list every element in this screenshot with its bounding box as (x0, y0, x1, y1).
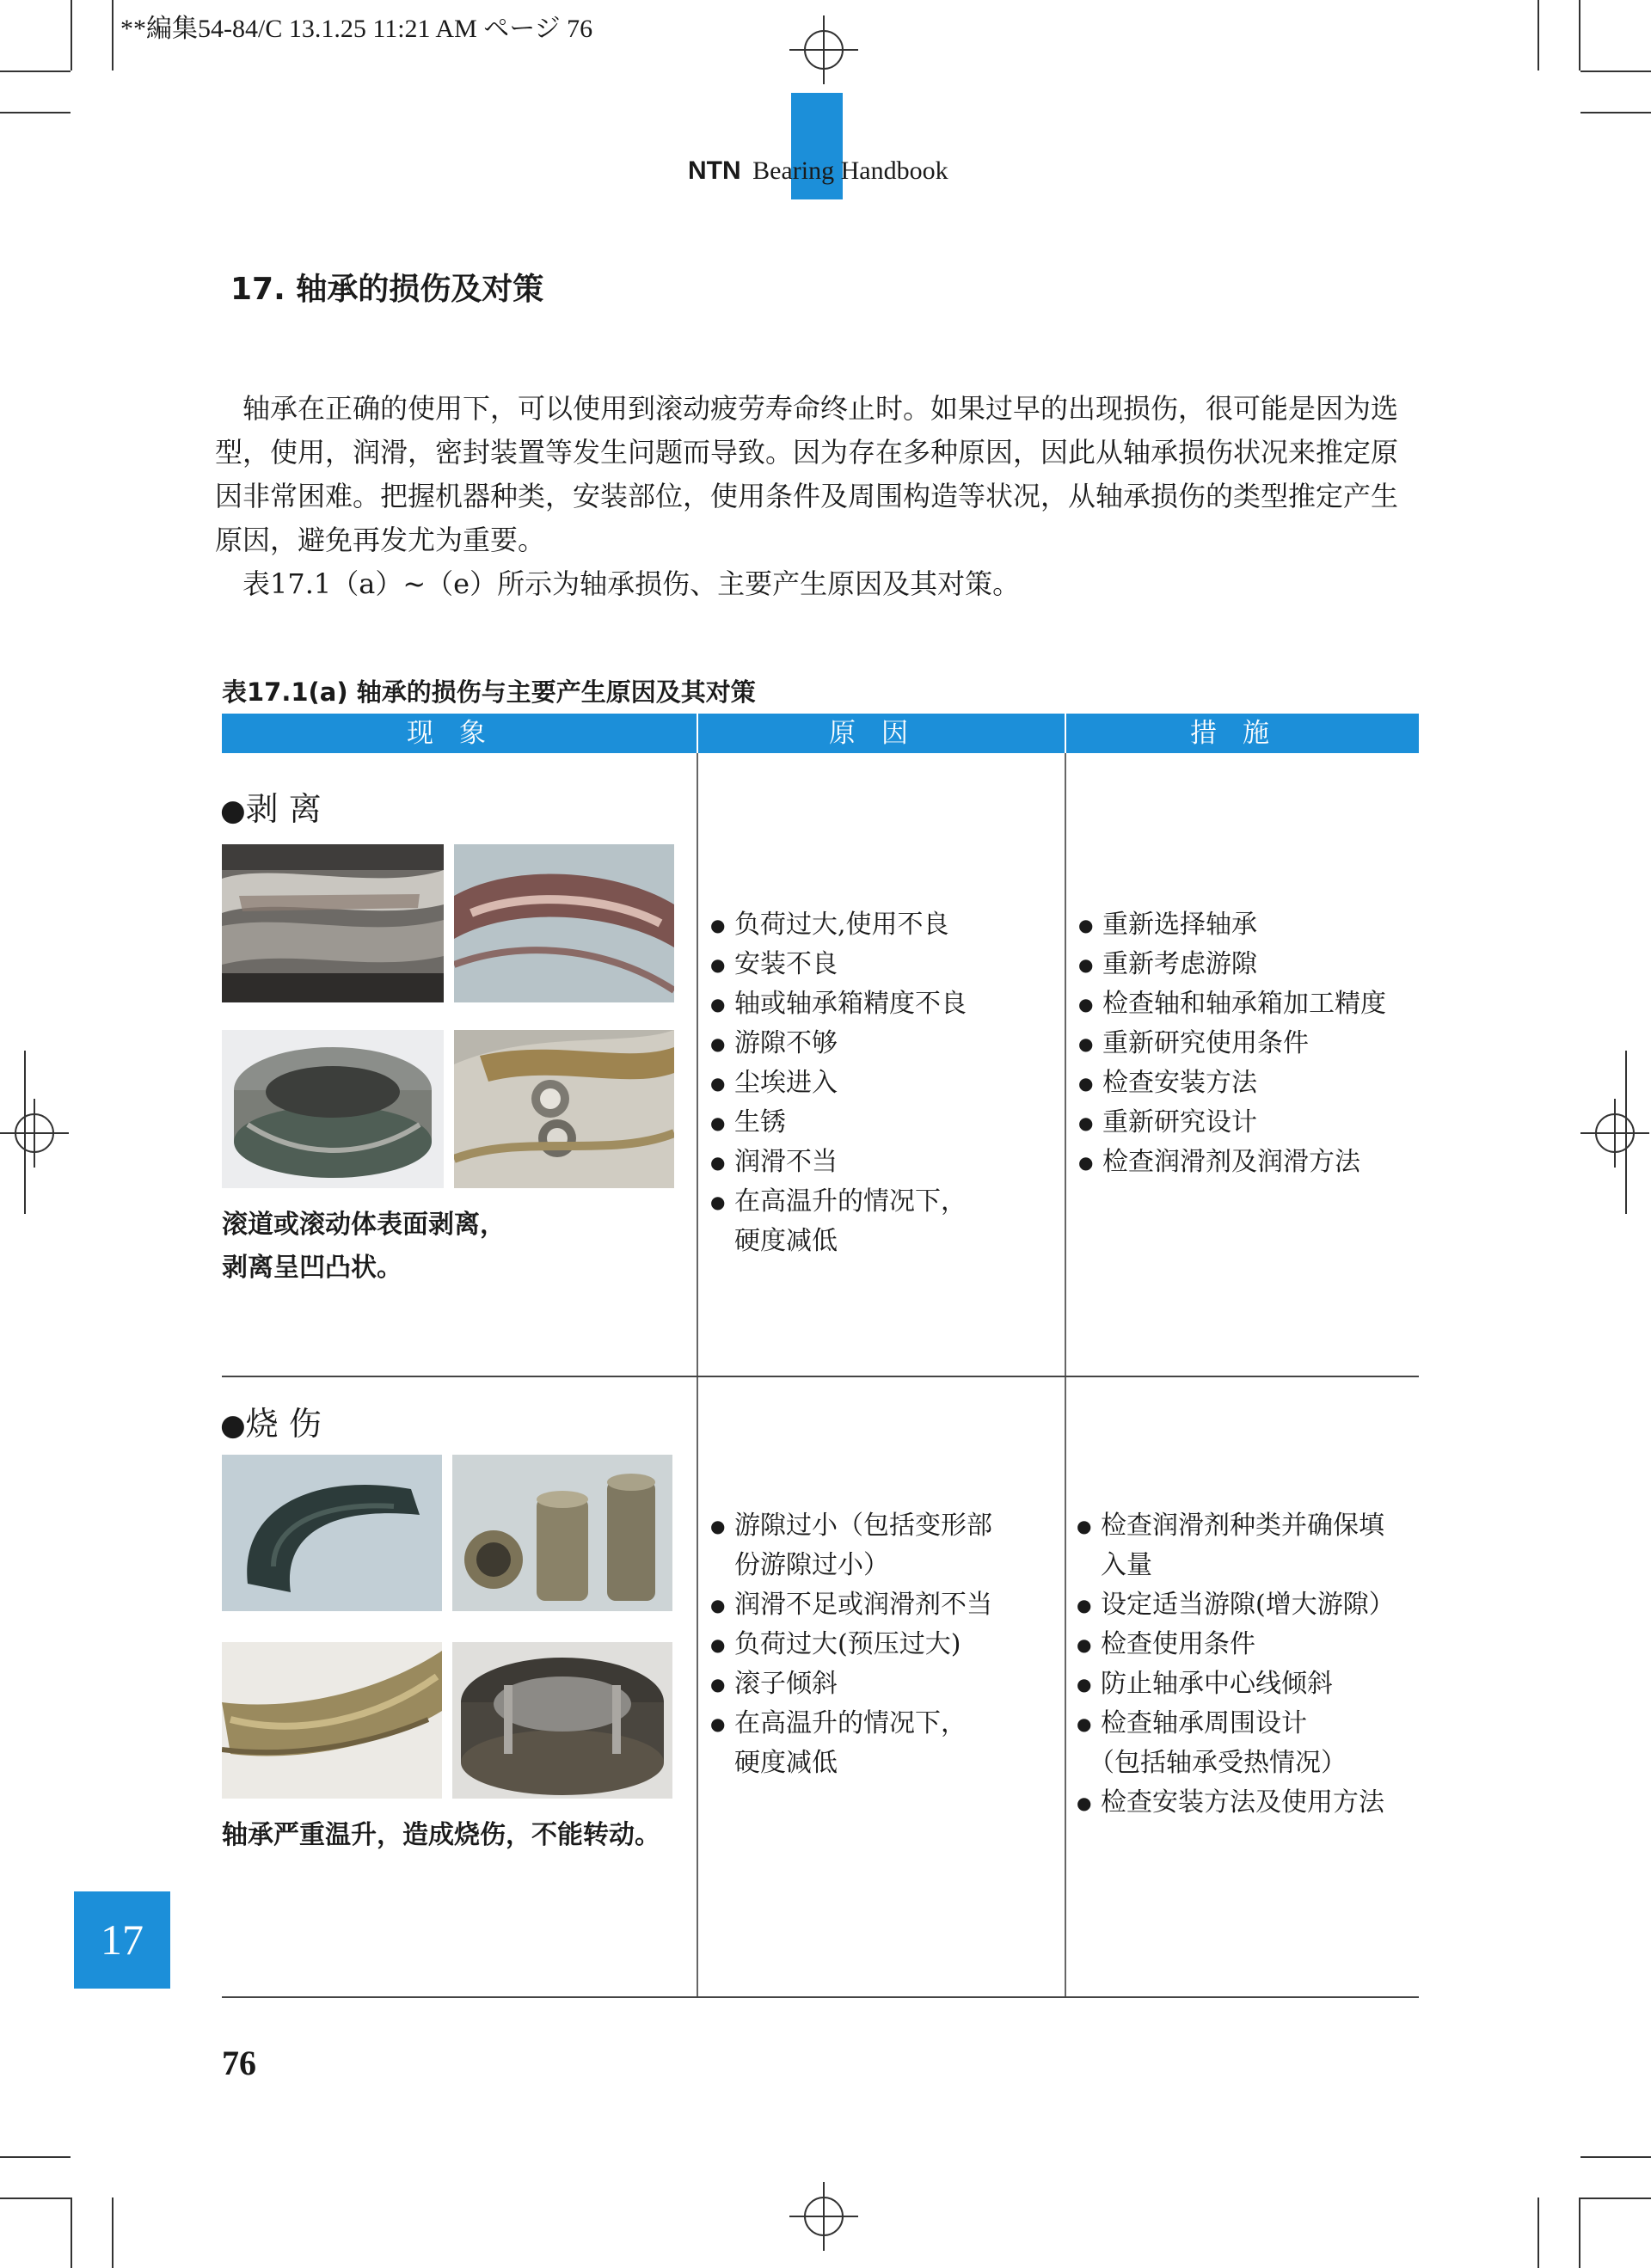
row-divider (222, 1376, 1419, 1377)
running-header (688, 156, 948, 186)
list-item: ● 防止轴承中心线倾斜 (1077, 1664, 1416, 1704)
list-item: ● 在高温升的情况下， (710, 1704, 1054, 1744)
damage-title-flaking: ●剥 离 (220, 790, 322, 828)
registration-mark-bottom (789, 2182, 858, 2251)
list-item: ● 负荷过大,使用不良 (710, 905, 1054, 945)
table-bottom-rule (222, 1996, 1419, 1998)
header-measure: 措施 (1190, 718, 1295, 749)
flaking-photo-raceway (222, 844, 444, 1002)
flaking-photo-outer-ring (222, 1030, 444, 1188)
seizure-photo-rollers (452, 1455, 672, 1611)
flaking-photo-ring-closeup (454, 844, 674, 1002)
list-item: ● 安装不良 (710, 945, 1054, 984)
seizure-causes (710, 1506, 1054, 1783)
table-header (222, 714, 1419, 753)
list-item: ● 检查安装方法及使用方法 (1077, 1783, 1416, 1823)
intro-text (215, 387, 1419, 606)
seizure-photo-outer-ring (222, 1455, 442, 1611)
seizure-photo-bearing (452, 1642, 672, 1799)
list-item: ● 重新选择轴承 (1078, 905, 1414, 945)
list-item: ● 检查安装方法 (1078, 1064, 1414, 1103)
seizure-measures (1077, 1506, 1416, 1823)
list-item: ● 检查润滑剂种类并确保填 (1077, 1506, 1416, 1546)
list-item: ● 重新研究使用条件 (1078, 1024, 1414, 1064)
flaking-measures (1078, 905, 1414, 1182)
flaking-causes (710, 905, 1054, 1261)
list-item: ● 滚子倾斜 (710, 1664, 1054, 1704)
list-item-continuation: （包括轴承受热情况） (1089, 1748, 1347, 1778)
list-item-continuation: 份游隙过小） (734, 1550, 889, 1580)
intro-paragraph-1: 轴承在正确的使用下，可以使用到滚动疲劳寿命终止时。如果过早的出现损伤，很可能是因为选型，使用，润滑，密封装置等发生问题而导致。因为存在多种原因，因此从轴承损伤状况来推定原因非常困难。把握机器种类，安装部位，使用条件及周围构造等状况，从轴承损伤的类型推定产生原因，避免再发尤为重要。 (215, 392, 1399, 556)
intro-paragraph-2: 表17.1（a）~（e）所示为轴承损伤、主要产生原因及其对策。 (242, 567, 1021, 600)
list-item: ● 检查轴和轴承箱加工精度 (1078, 984, 1414, 1024)
book-title: Bearing Handbook (752, 156, 948, 185)
list-item: ● 润滑不足或润滑剂不当 (710, 1585, 1054, 1625)
list-item: ● 检查使用条件 (1077, 1625, 1416, 1664)
list-item: ● 生锈 (710, 1103, 1054, 1143)
header-cause: 原因 (829, 718, 934, 749)
list-item: ● 检查润滑剂及润滑方法 (1078, 1143, 1414, 1182)
table-caption: 表17.1(a) 轴承的损伤与主要产生原因及其对策 (222, 677, 756, 707)
list-item: ● 游隙过小（包括变形部 (710, 1506, 1054, 1546)
registration-mark-top (789, 15, 858, 84)
print-slug: **編集54-84/C 13.1.25 11:21 AM ページ 76 (120, 15, 593, 43)
list-item: ● 在高温升的情况下， (710, 1182, 1054, 1222)
list-item: ● 尘埃进入 (710, 1064, 1054, 1103)
list-item-continuation: 硬度减低 (734, 1226, 838, 1256)
list-item: ● 轴或轴承箱精度不良 (710, 984, 1054, 1024)
registration-mark-right (1580, 1099, 1649, 1168)
flaking-description: 滚道或滚动体表面剥离， 剥离呈凹凸状。 (222, 1210, 506, 1283)
list-item: ● 设定适当游隙(增大游隙） (1077, 1585, 1416, 1625)
damage-title-seizure: ●烧 伤 (220, 1405, 322, 1443)
list-item: ● 负荷过大(预压过大) (710, 1625, 1054, 1664)
seizure-photo-inner-ring (222, 1642, 442, 1799)
list-item: ● 重新研究设计 (1078, 1103, 1414, 1143)
section-title: 17. 轴承的损伤及对策 (230, 272, 544, 307)
list-item: ● 检查轴承周围设计 (1077, 1704, 1416, 1744)
list-item: ● 游隙不够 (710, 1024, 1054, 1064)
list-item: ● 润滑不当 (710, 1143, 1054, 1182)
header-phenomenon: 现象 (407, 718, 512, 749)
list-item: ● 重新考虑游隙 (1078, 945, 1414, 984)
registration-mark-left (0, 1099, 69, 1168)
list-item-continuation: 硬度减低 (734, 1748, 838, 1778)
seizure-description: 轴承严重温升，造成烧伤，不能转动。 (222, 1820, 660, 1850)
list-item-continuation: 入量 (1101, 1550, 1152, 1580)
brand-name: NTN (688, 156, 741, 185)
page-number: 76 (222, 2044, 256, 2082)
chapter-tab: 17 (74, 1891, 170, 1989)
flaking-photo-cage (454, 1030, 674, 1188)
